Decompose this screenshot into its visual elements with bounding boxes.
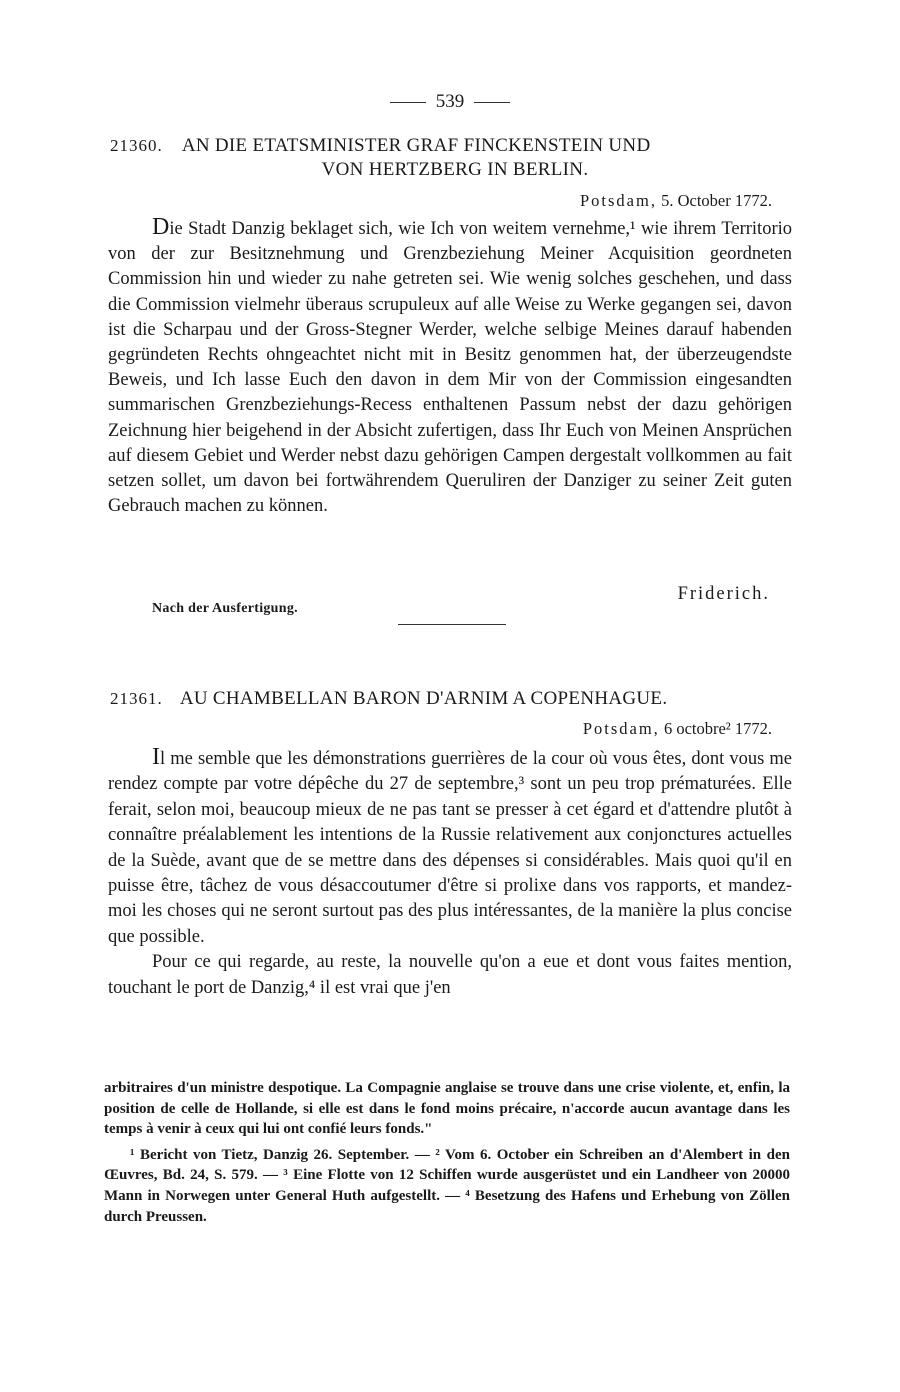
page-number-text: 539	[435, 91, 465, 112]
heading-line-1: AU CHAMBELLAN BARON D'ARNIM A COPENHAGUE.	[179, 688, 668, 709]
letter-number: 21360.	[110, 136, 163, 155]
footnotes	[104, 1078, 790, 1227]
footnote-continuation: arbitraires d'un ministre despotique. La Compagnie anglaise se trouve dans une crise violente, et, enfin, la position de celle de Hollande, si elle est dans le fond moins précaire, n'accorde aucun avantage dans les temps à venir à ceux qui lui ont confié leurs fonds."	[104, 1080, 790, 1138]
date-rest: 5. October 1772.	[661, 191, 772, 210]
body-paragraph-2: Pour ce qui regarde, au reste, la nouvelle qu'on a eue et dont vous faites mention, touchant le port de Danzig,⁴ il est vrai que j'en	[108, 952, 792, 998]
date-place: Potsdam,	[580, 191, 657, 210]
letter-21361-dateline	[583, 718, 772, 740]
heading-line-2: VON HERTZBERG IN BERLIN.	[321, 159, 589, 180]
signature: Friderich.	[677, 584, 770, 604]
source-note: Nach der Ausfertigung.	[152, 601, 298, 616]
letter-21361-body	[108, 745, 792, 1001]
body-paragraph-1: l me semble que les démonstrations guerrières de la cour où vous êtes, dont vous me rendez compte par votre dépêche du 27 de septembre,³ sont un peu trop prématurées. Elle ferait, selon moi, beaucoup mieux de ne pas tant se presser à cet égard et d'attendre plutôt à connaître préalablement les intentions de la Russie relativement aux conjonctures actuelles de la Suède, avant que de se mettre dans des dépenses si considérables. Mais quoi qu'il en puisse être, tâchez de vous désaccoutumer d'être si prolixe dans vos rapports, et mandez-moi les choses qui ne seront surtout pas des plus intéressantes, de la manière la plus concise que possible.	[108, 749, 792, 947]
drop-cap: I	[152, 744, 160, 770]
date-rest: 6 octobre² 1772.	[663, 719, 772, 738]
page-number	[0, 89, 900, 115]
drop-cap: D	[152, 214, 170, 240]
page-number-dash-left	[390, 102, 426, 103]
letter-21360-heading	[110, 134, 800, 182]
letter-number: 21361.	[110, 689, 163, 708]
letter-21360-body	[108, 215, 792, 519]
letter-21361-heading	[110, 687, 800, 711]
section-separator	[398, 624, 506, 625]
heading-line-1: AN DIE ETATSMINISTER GRAF FINCKENSTEIN UND	[181, 135, 651, 156]
page-number-dash-right	[474, 102, 510, 103]
date-place: Potsdam,	[582, 719, 660, 738]
body-paragraph: ie Stadt Danzig beklaget sich, wie Ich von weitem vernehme,¹ wie ihrem Territorio von der zur Besitznehmung und Grenzbeziehung Meiner Acquisition geordneten Commission hin und wieder zu nahe getreten sei. Wie wenig solches geschehen, und dass die Commission vielmehr überaus scrupuleux auf alle Weise zu Werke gegangen sei, davon ist die Scharpau und der Gross-Stegner Werder, welche selbige Meines darauf habenden gegründeten Rechts ohngeachtet nicht mit in Besitz genommen hat, der überzeugendste Beweis, und Ich lasse Euch den davon in dem Mir von der Commission eingesandten summarischen Grenzbeziehungs-Recess enthaltenen Passum nebst der dazu gehörigen Zeichnung hier beigehend in der Absicht zufertigen, dass Ihr Euch von Meinen Ansprüchen auf diesem Gebiet und Werder nebst dazu gehörigen Campen dergestalt vollkommen au fait setzen sollet, um davon bei fortwährendem Queruliren der Danziger zu seiner Zeit guten Gebrauch machen zu können.	[108, 219, 792, 517]
footnote-list: ¹ Bericht von Tietz, Danzig 26. September. — ² Vom 6. October ein Schreiben an d'Alembert in den Œuvres, Bd. 24, S. 579. — ³ Eine Flotte von 12 Schiffen wurde ausgerüstet und ein Landheer von 20000 Mann in Norwegen unter General Huth aufgestellt. — ⁴ Besetzung des Hafens und Erhebung von Zöllen durch Preussen.	[104, 1146, 790, 1225]
letter-21360-dateline	[580, 190, 772, 212]
